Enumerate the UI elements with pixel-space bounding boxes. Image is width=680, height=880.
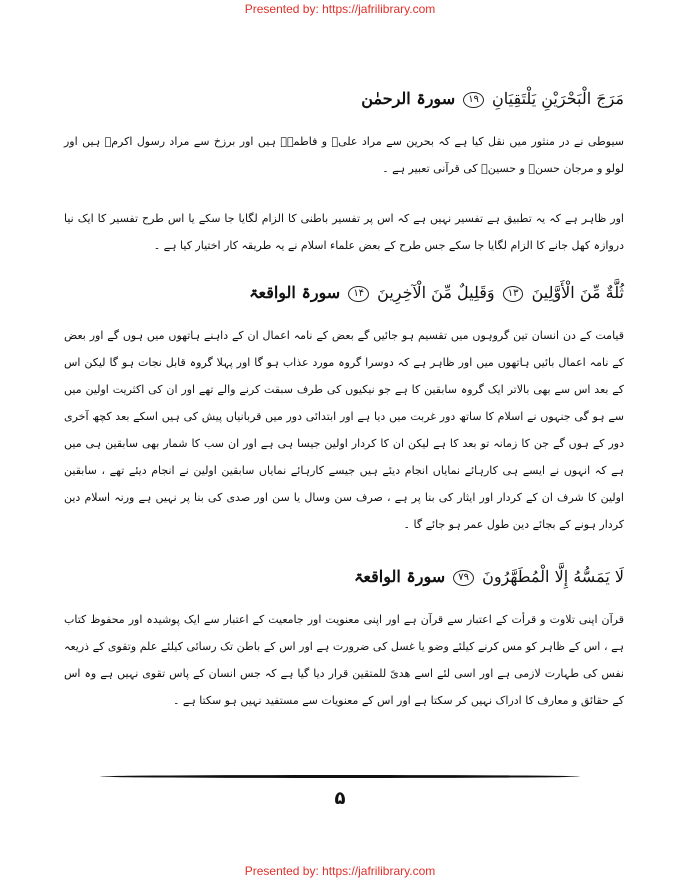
footer-divider: [100, 775, 580, 778]
header-banner[interactable]: Presented by: https://jafrilibrary.com: [244, 2, 436, 16]
verse-number-marker-b: ۱۴: [348, 286, 369, 302]
verse-number-marker: ۷۹: [453, 570, 474, 586]
verse-heading-1: [64, 88, 624, 110]
verse-text: مَرَجَ الْبَحْرَيْنِ يَلْتَقِيَانِ: [492, 89, 624, 108]
surah-name: سورۃ الواقعۃ: [354, 567, 446, 586]
verse-number-marker: ۱۹: [463, 92, 484, 108]
verse-text-b: وَقَلِيلٌ مِّنَ الْآخِرِينَ: [377, 283, 495, 302]
verse-text-a: ثُلَّةٌ مِّنَ الْأَوَّلِينَ: [531, 283, 624, 302]
verse-text: لَا يَمَسُّهُ إِلَّا الْمُطَهَّرُونَ: [482, 567, 624, 586]
paragraph-2: اور ظاہر ہے کہ یہ تطبیق ہے تفسیر نہیں ہے کہ اس پر تفسیر باطنی کا الزام لگایا جا سکے یا اس طرح تفسیر کا ایک نیا دروازہ کھل جانے کا الزام لگایا جا سکے جس طرح کے بعض علماء اسلام نے یہ طریقہ کار اختیار کیا ہے ۔: [64, 212, 624, 252]
verse-heading-3: [64, 566, 624, 588]
footer-banner[interactable]: Presented by: https://jafrilibrary.com: [244, 864, 436, 878]
paragraph-3: قیامت کے دن انسان تین گروہوں میں تقسیم ہو جائیں گے بعض کے نامہ اعمال ان کے داہنے ہاتھوں میں ہوں گے اور بعض کے نامہ اعمال بائیں ہاتھوں میں اور ظاہر ہے کہ دوسرا گروہ مورد عذاب ہو گا اور پہلا گروہ قابل نجات ہو گا لیکن اس کے بعد اس سے بھی بالاتر ایک گروہ سابقین کا ہے جو نیکیوں کی طرف سبقت کرنے والے تھے اور ان کی اکثریت اولین میں سے ہو گی جنہوں نے اسلام کا ساتھ دور غربت میں دیا ہے اور ابتدائی دور میں قربانیاں پیش کی ہیں اسکے بعد کچھ آخری دور کے ہوں گے جن کا زمانہ تو بعد کا ہے لیکن ان کا کردار اولین جیسا ہی ہے اور ان سب کا شمار بھی سابقین ہی میں ہے کہ انہوں نے ایسے ہی کارہائے نمایاں انجام دیئے ہیں جیسے کارہائے نمایاں سابقین اولین نے انجام دیئے تھے ، سابقین اولین کا شرف ان کے کردار اور ایثار کی بنا پر ہے ، صرف سن وسال یا سن اور صدی کی بنا پر نہیں ہے ورنہ اسلام دین کردار ہونے کے بجائے دین طول عمر ہو جائے گا ۔: [64, 329, 624, 531]
page-number: ۵: [334, 788, 346, 809]
paragraph-1: سیوطی نے در منثور میں نقل کیا ہے کہ بحرین سے مراد علیؑ و فاطمہؑ ہیں اور برزخ سے مراد رسول اکرمؐ ہیں اور لولو و مرجان حسنؑ و حسینؑ کی قرآنی تعبیر ہے ۔: [64, 135, 624, 175]
verse-heading-2: [64, 282, 624, 304]
surah-name: سورۃ الواقعۃ: [249, 283, 341, 302]
surah-name: سورۃ الرحمٰن: [361, 89, 456, 108]
paragraph-4: قرآن اپنی تلاوت و قرأت کے اعتبار سے قرآن ہے اور اپنی معنویت اور جامعیت کے اعتبار سے ایک پوشیدہ اور محفوظ کتاب ہے ، اس کے ظاہر کو مس کرنے کیلئے وضو یا غسل کی ضرورت ہے اور اس کے باطن تک رسائی کیلئے علم وتقوی کے ذریعہ نفس کی طہارت لازمی ہے اور اسی لئے اسے ھدیً للمتقین قرار دیا گیا ہے کہ جس انسان کے پاس تقوی نہیں ہے وہ اس کے حقائق و معارف کا ادراک نہیں کر سکتا ہے اور اس کے معنویات سے مستفید نہیں ہو سکتا ہے ۔: [64, 613, 624, 707]
verse-number-marker-a: ۱۳: [503, 286, 524, 302]
